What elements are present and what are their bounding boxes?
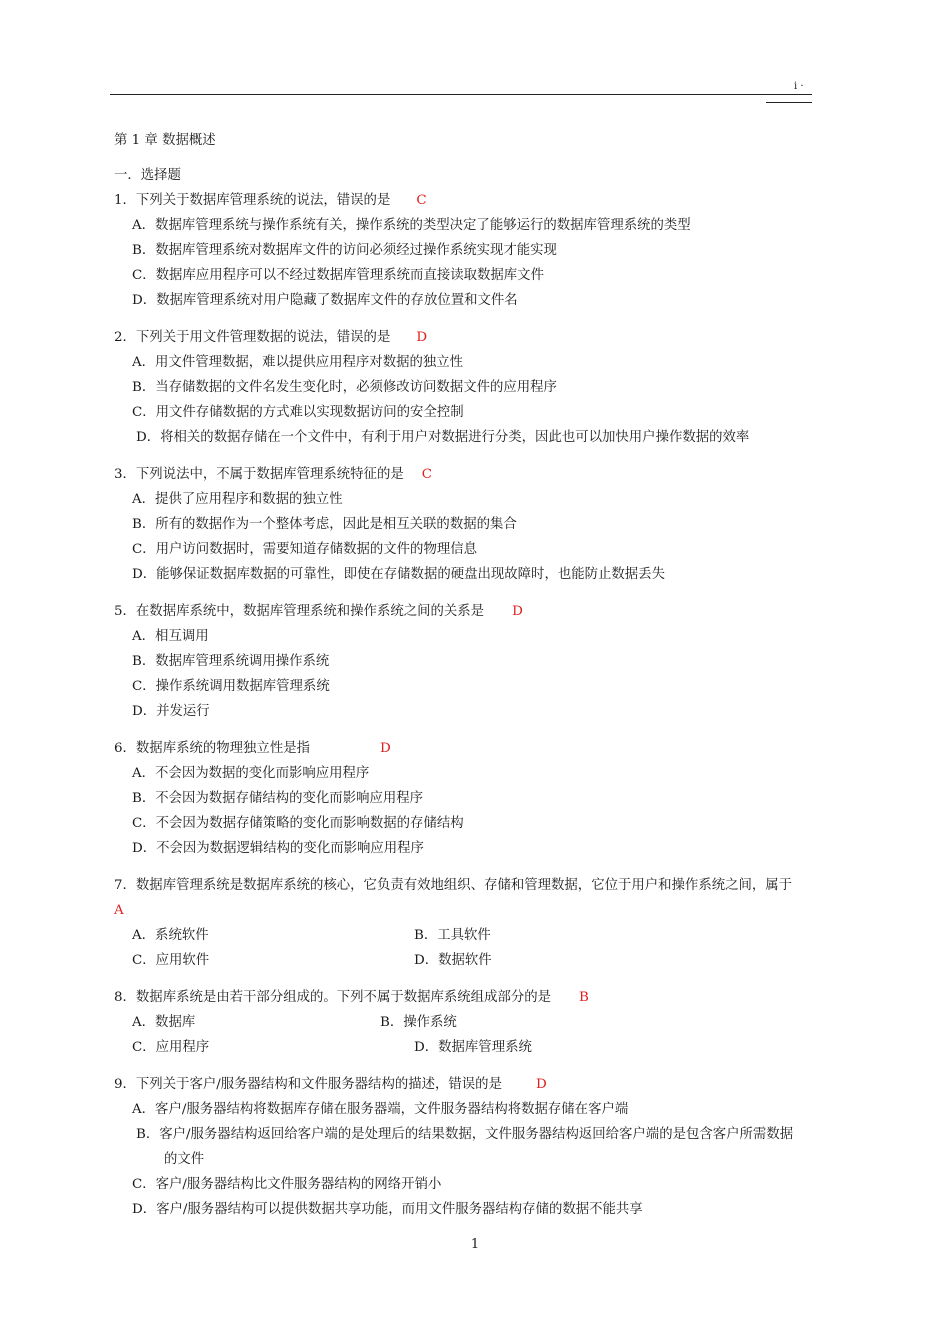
option-a: A．数据库管理系统与操作系统有关，操作系统的类型决定了能够运行的数据库管理系统的类型 xyxy=(132,218,691,233)
answer-key: C xyxy=(421,467,432,482)
option-d: D．不会因为数据逻辑结构的变化而影响应用程序 xyxy=(132,841,424,856)
option-c: C．应用程序 xyxy=(132,1040,210,1055)
option-b: B．客户/服务器结构返回给客户端的是处理后的结果数据，文件服务器结构返回给客户端的是包含客户所需数据 xyxy=(136,1127,794,1142)
answer-key: D xyxy=(416,330,428,345)
option-c: C．操作系统调用数据库管理系统 xyxy=(132,679,330,694)
chapter-title: 第 1 章 数据概述 xyxy=(114,133,216,148)
answer-key: A xyxy=(114,903,124,918)
option-a: A．客户/服务器结构将数据库存储在服务器端，文件服务器结构将数据存储在客户端 xyxy=(132,1102,629,1117)
answer-key: D xyxy=(512,604,523,619)
question-2 xyxy=(114,325,854,450)
header-mark: i · xyxy=(794,81,804,92)
option-c: C．用文件存储数据的方式难以实现数据访问的安全控制 xyxy=(132,405,464,420)
question-stem: 8．数据库系统是由若干部分组成的。下列不属于数据库系统组成部分的是 B xyxy=(114,985,854,1010)
question-5 xyxy=(114,599,854,724)
question-6 xyxy=(114,736,854,861)
option-c: C．不会因为数据存储策略的变化而影响数据的存储结构 xyxy=(132,816,464,831)
option-row xyxy=(114,948,854,973)
option-d: D．数据库管理系统对用户隐藏了数据库文件的存放位置和文件名 xyxy=(132,293,518,308)
question-stem: 5．在数据库系统中，数据库管理系统和操作系统之间的关系是 D xyxy=(114,599,854,624)
option-a: A．系统软件 xyxy=(132,928,209,943)
option-c: C．数据库应用程序可以不经过数据库管理系统而直接读取数据库文件 xyxy=(132,268,544,283)
section-title: 一．选择题 xyxy=(114,168,181,183)
question-stem: 9．下列关于客户/服务器结构和文件服务器结构的描述，错误的是 D xyxy=(114,1072,854,1097)
page-number: 1 xyxy=(470,1237,480,1252)
option-b: B．不会因为数据存储结构的变化而影响应用程序 xyxy=(132,791,424,806)
question-stem: 3．下列说法中，不属于数据库管理系统特征的是 C xyxy=(114,462,854,487)
option-a: A．数据库 xyxy=(132,1015,196,1030)
option-d: D．客户/服务器结构可以提供数据共享功能，而用文件服务器结构存储的数据不能共享 xyxy=(132,1202,643,1217)
question-stem: 7．数据库管理系统是数据库系统的核心，它负责有效地组织、存储和管理数据，它位于用户和操作系统之间，属于 xyxy=(114,878,793,893)
option-a: A．提供了应用程序和数据的独立性 xyxy=(132,492,343,507)
document-body xyxy=(114,128,854,1222)
option-b: B．数据库管理系统调用操作系统 xyxy=(132,654,330,669)
question-9 xyxy=(114,1072,854,1222)
option-d: D．并发运行 xyxy=(132,704,210,719)
option-row xyxy=(114,1035,854,1060)
question-stem: 6．数据库系统的物理独立性是指 D xyxy=(114,736,854,761)
option-row xyxy=(114,923,854,948)
option-c: C．应用软件 xyxy=(132,953,210,968)
answer-key: B xyxy=(579,990,589,1005)
option-b: B．工具软件 xyxy=(414,928,491,943)
question-stem-answer-line xyxy=(114,898,854,923)
option-a: A．不会因为数据的变化而影响应用程序 xyxy=(132,766,370,781)
option-a: A．相互调用 xyxy=(132,629,209,644)
option-c: C．用户访问数据时，需要知道存储数据的文件的物理信息 xyxy=(132,542,478,557)
question-8 xyxy=(114,985,854,1060)
option-d: D．能够保证数据库数据的可靠性，即使在存储数据的硬盘出现故障时，也能防止数据丢失 xyxy=(132,567,665,582)
header-rule xyxy=(110,94,812,95)
question-3 xyxy=(114,462,854,587)
option-b: B．当存储数据的文件名发生变化时，必须修改访问数据文件的应用程序 xyxy=(132,380,557,395)
question-stem: 1．下列关于数据库管理系统的说法，错误的是 C xyxy=(114,188,854,213)
answer-key: D xyxy=(535,1077,547,1092)
option-c: C．客户/服务器结构比文件服务器结构的网络开销小 xyxy=(132,1177,442,1192)
answer-key: C xyxy=(416,193,427,208)
option-a: A．用文件管理数据，难以提供应用程序对数据的独立性 xyxy=(132,355,464,370)
option-d: D．将相关的数据存储在一个文件中，有利于用户对数据进行分类，因此也可以加快用户操作数据的效率 xyxy=(136,430,750,445)
option-b: B．操作系统 xyxy=(380,1015,457,1030)
question-1 xyxy=(114,188,854,313)
option-d: D．数据库管理系统 xyxy=(414,1040,532,1055)
answer-key: D xyxy=(380,741,391,756)
question-stem: 2．下列关于用文件管理数据的说法，错误的是 D xyxy=(114,325,854,350)
question-7 xyxy=(114,873,854,973)
option-d: D．数据软件 xyxy=(414,953,492,968)
option-b: B．数据库管理系统对数据库文件的访问必须经过操作系统实现才能实现 xyxy=(132,243,557,258)
header-rule-short xyxy=(766,102,812,103)
option-b: B．所有的数据作为一个整体考虑，因此是相互关联的数据的集合 xyxy=(132,517,517,532)
option-row xyxy=(114,1010,854,1035)
option-b-continuation: 的文件 xyxy=(164,1152,205,1167)
